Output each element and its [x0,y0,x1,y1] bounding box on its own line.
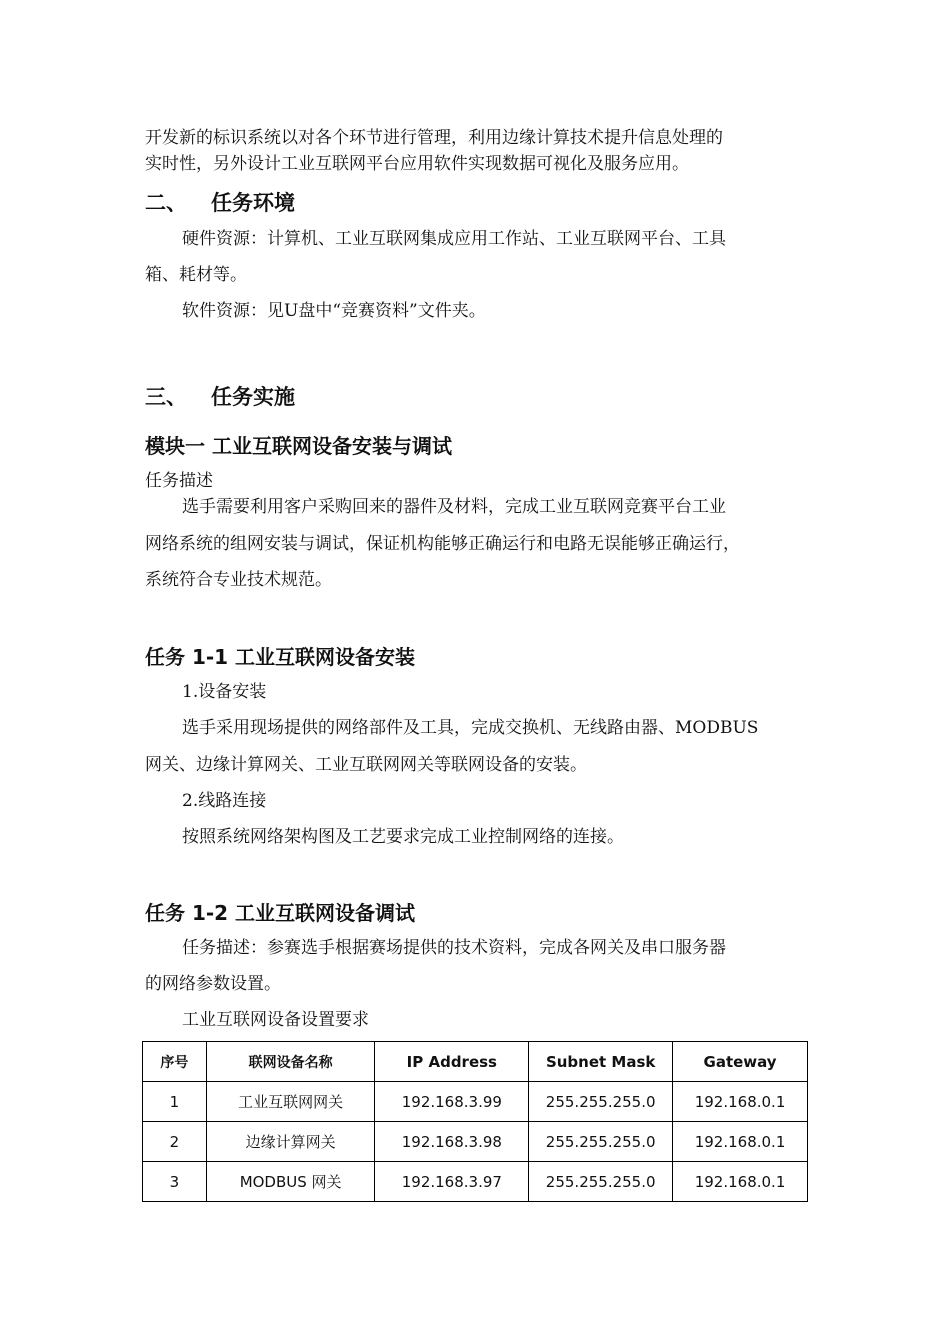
module-1-title: 模块一 工业互联网设备安装与调试 [145,434,452,458]
cell-device-name: 工业互联网网关 [206,1082,375,1122]
table-row [143,1162,808,1202]
section-3-number: 三、 [145,385,187,409]
hardware-line-2: 箱、耗材等。 [145,265,247,285]
cell-gateway: 192.168.0.1 [673,1082,808,1122]
header-gateway: Gateway [673,1042,808,1082]
module-1-desc-line-1: 选手需要利用客户采购回来的器件及材料，完成工业互联网竞赛平台工业 [182,497,726,517]
header-subnet-mask: Subnet Mask [529,1042,673,1082]
task-1-1-item-2-line-1: 按照系统网络架构图及工艺要求完成工业控制网络的连接。 [182,827,624,847]
module-1-desc-line-3: 系统符合专业技术规范。 [145,570,332,590]
section-2-title: 任务环境 [211,191,295,215]
module-1-desc-line-2: 网络系统的组网安装与调试，保证机构能够正确运行和电路无误能够正确运行， [145,534,740,554]
task-1-1-title: 任务 1-1 工业互联网设备安装 [145,645,416,669]
header-index: 序号 [143,1042,207,1082]
section-2-heading [145,187,295,217]
cell-gateway: 192.168.0.1 [673,1122,808,1162]
table-row [143,1082,808,1122]
task-1-2-desc-line-1: 任务描述：参赛选手根据赛场提供的技术资料，完成各网关及串口服务器 [182,938,726,958]
section-2-number: 二、 [145,191,187,215]
task-1-1-item-1-label: 1.设备安装 [182,682,267,702]
task-1-1-item-1-line-2: 网关、边缘计算网关、工业互联网网关等联网设备的安装。 [145,755,587,775]
header-device-name: 联网设备名称 [206,1042,375,1082]
cell-ip-address: 192.168.3.99 [375,1082,529,1122]
cell-ip-address: 192.168.3.98 [375,1122,529,1162]
cell-device-name: 边缘计算网关 [206,1122,375,1162]
table-caption: 工业互联网设备设置要求 [182,1010,369,1030]
cell-index: 1 [143,1082,207,1122]
task-1-1-item-2-label: 2.线路连接 [182,791,267,811]
task-1-2-desc-line-2: 的网络参数设置。 [145,974,281,994]
cell-gateway: 192.168.0.1 [673,1162,808,1202]
cell-ip-address: 192.168.3.97 [375,1162,529,1202]
software-line: 软件资源：见U盘中“竞赛资料”文件夹。 [182,301,486,321]
task-1-2-title: 任务 1-2 工业互联网设备调试 [145,901,416,925]
section-3-heading [145,381,295,411]
section-3-title: 任务实施 [211,385,295,409]
cell-subnet-mask: 255.255.255.0 [529,1082,673,1122]
device-settings-table [142,1041,808,1202]
intro-line-2: 实时性，另外设计工业互联网平台应用软件实现数据可视化及服务应用。 [145,154,689,174]
table-row [143,1122,808,1162]
cell-subnet-mask: 255.255.255.0 [529,1162,673,1202]
cell-device-name: MODBUS 网关 [206,1162,375,1202]
task-1-1-item-1-line-1: 选手采用现场提供的网络部件及工具，完成交换机、无线路由器、MODBUS [182,718,759,738]
cell-index: 2 [143,1122,207,1162]
cell-subnet-mask: 255.255.255.0 [529,1122,673,1162]
hardware-line-1: 硬件资源：计算机、工业互联网集成应用工作站、工业互联网平台、工具 [182,229,726,249]
header-ip-address: IP Address [375,1042,529,1082]
table-header-row [143,1042,808,1082]
intro-line-1: 开发新的标识系统以对各个环节进行管理，利用边缘计算技术提升信息处理的 [145,128,723,148]
module-1-desc-label: 任务描述 [145,471,213,491]
cell-index: 3 [143,1162,207,1202]
